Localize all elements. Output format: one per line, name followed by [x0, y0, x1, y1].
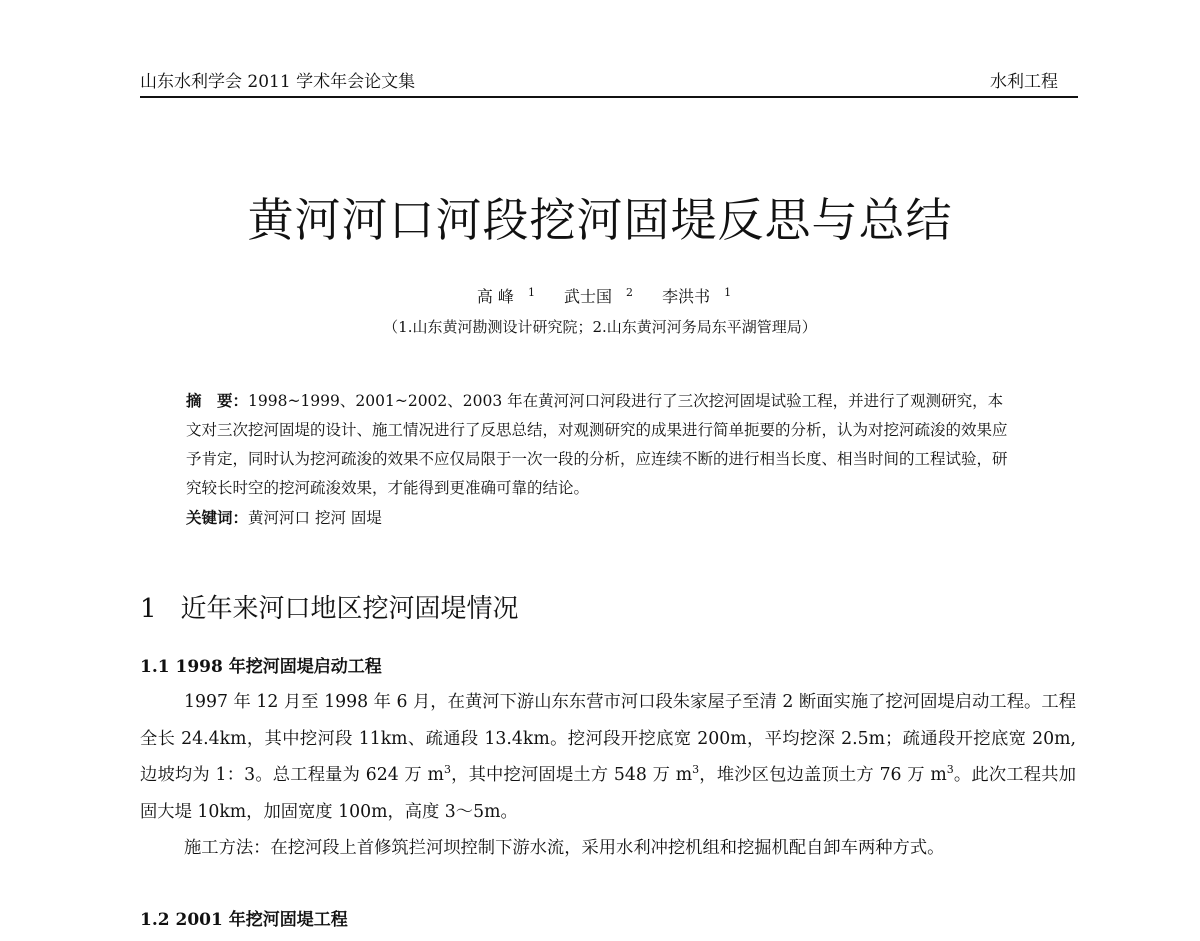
paragraph-text: ，其中挖河固堤土方 548 万 m: [450, 765, 693, 785]
section-number: 1: [140, 594, 157, 624]
paragraph-text: 1997 年 12 月至 1998 年 6 月，在黄河下游山东东营市河口段朱家屋子至清 2 断面实施了挖河固堤启动工程。工程全长 24.4km，其中挖河段 11km、疏通段 13.4km。挖河段开挖底宽 200m，平均挖深 2.5m；疏通段开挖底宽 20m,边坡均为 1：3。总工程量为 624 万 m: [140, 692, 1076, 785]
affiliations: （1.山东黄河勘测设计研究院；2.山东黄河河务局东平湖管理局）: [383, 318, 817, 336]
abstract: [186, 386, 1016, 533]
header-category: 水利工程: [990, 72, 1058, 92]
section-title: 近年来河口地区挖河固堤情况: [180, 594, 519, 624]
author-name: 武士国: [564, 287, 613, 306]
keywords-line: [186, 503, 1016, 533]
paper-title: 黄河河口河段挖河固堤反思与总结: [247, 193, 953, 247]
paragraph-text: 。此次工程共加固大堤 10km，加固宽度 100m，高度 3～5m。: [140, 765, 1076, 822]
paragraph-text: 施工方法：在挖河段上首修筑拦河坝控制下游水流，采用水利冲挖机组和挖掘机配自卸车两种方式。: [184, 838, 945, 858]
superscript: 3: [443, 763, 451, 777]
author-list: [0, 284, 1200, 307]
superscript: 3: [946, 763, 954, 777]
superscript: 3: [692, 763, 700, 777]
subsection-1-1-heading: 1.1 1998 年挖河固堤启动工程: [140, 657, 382, 677]
author: [469, 287, 535, 306]
header-proceedings-title: 山东水利学会 2011 学术年会论文集: [140, 72, 416, 92]
abstract-label: 摘 要：: [186, 391, 249, 410]
keywords-label: 关键词：: [186, 508, 249, 527]
author-affil-mark: 2: [626, 285, 634, 299]
running-header: [140, 70, 1078, 98]
author: [654, 287, 731, 306]
paragraph: [140, 830, 1076, 867]
keywords-text: 黄河河口 挖河 固堤: [248, 509, 382, 527]
section-1-heading: [140, 588, 519, 625]
author-affil-mark: 1: [724, 285, 732, 299]
paragraph: [140, 684, 1076, 830]
subsection-1-2-heading: 1.2 2001 年挖河固堤工程: [140, 910, 348, 930]
author: [556, 287, 633, 306]
paragraph-text: ，堆沙区包边盖顶土方 76 万 m: [699, 765, 947, 785]
author-name: 高 峰: [476, 287, 514, 306]
author-affil-mark: 1: [527, 285, 535, 299]
abstract-text: 1998~1999、2001~2002、2003 年在黄河河口河段进行了三次挖河固堤试验工程，并进行了观测研究，本文对三次挖河固堤的设计、施工情况进行了反思总结，对观测研究的成果进行简单扼要的分析，认为对挖河疏浚的效果应予肯定，同时认为挖河疏浚的效果不应仅局限于一次一段的分析，应连续不断的进行相当长度、相当时间的工程试验，研究较长时空的挖河疏浚效果，才能得到更准确可靠的结论。: [186, 392, 1008, 497]
author-name: 李洪书: [662, 287, 711, 306]
